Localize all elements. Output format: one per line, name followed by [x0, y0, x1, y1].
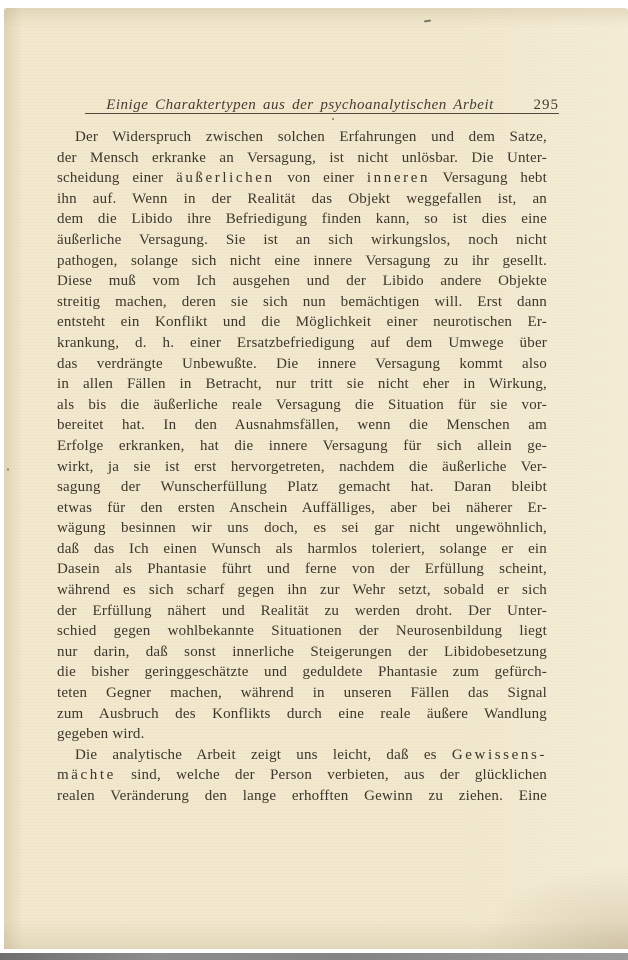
text-segment: bereitet hat. In den Ausnahmsfällen, wenn die Menschen am: [57, 417, 547, 434]
text-segment: Versagung hebt: [430, 170, 548, 187]
text-line: [57, 683, 547, 704]
text-line: [57, 209, 547, 230]
text-segment: krankung, d. h. einer Ersatzbefriedigung auf dem Umwege über: [57, 334, 547, 351]
text-line: [57, 724, 547, 745]
text-segment: Erfolge erkranken, hat die innere Versagung für sich allein ge-: [57, 437, 547, 454]
text-line: [57, 271, 547, 292]
text-line: [57, 415, 547, 436]
text-segment: in allen Fällen in Betracht, nur tritt sie nicht eher in Wirkung,: [57, 376, 547, 393]
text-segment: daß das Ich einen Wunsch als harmlos toleriert, solange er ein: [57, 540, 547, 557]
text-block: [57, 127, 547, 807]
text-line: [57, 765, 547, 786]
text-line: [57, 148, 547, 169]
emphasized-text: mächte: [57, 767, 116, 784]
emphasized-text: inneren: [366, 170, 431, 187]
text-segment: von einer: [274, 170, 367, 187]
text-line: [57, 251, 547, 272]
text-segment: nur darin, daß sonst innerliche Steigerungen der Libidobesetzung: [57, 643, 547, 660]
text-line: [57, 559, 547, 580]
emphasized-text: äußerlichen: [176, 170, 275, 187]
text-segment: sagung der Wunscherfüllung Platz gemacht hat. Daran bleibt: [57, 479, 547, 496]
running-head-title: Einige Charaktertypen aus der psychoanalytischen Arbeit: [106, 97, 494, 113]
text-segment: dem die Libido ihre Befriedigung finden kann, so ist dies eine: [57, 211, 547, 228]
text-line: [57, 621, 547, 642]
text-line: [57, 189, 547, 210]
text-segment: sind, welche der Person verbieten, aus der glücklichen: [115, 767, 547, 784]
text-line: [57, 230, 547, 251]
text-segment: wägung besinnen wir uns doch, es sei gar nicht ungewöhnlich,: [57, 520, 547, 537]
text-segment: streitig machen, deren sie sich nun bemächtigen will. Erst dann: [57, 293, 547, 310]
text-line: [57, 374, 547, 395]
text-segment: schied gegen wohlbekannte Situationen der Neurosenbildung liegt: [57, 623, 547, 640]
text-segment: ihn auf. Wenn in der Realität das Objekt weggefallen ist, an: [57, 190, 547, 207]
text-line: [57, 518, 547, 539]
text-segment: pathogen, solange sich nicht eine innere Versagung zu ihr gesellt.: [57, 252, 547, 269]
text-segment: scheidung einer: [57, 170, 177, 187]
scan-speck: [424, 20, 431, 23]
text-segment: entsteht ein Konflikt und die Möglichkeit einer neurotischen Er-: [57, 314, 547, 331]
text-segment: Diese muß vom Ich ausgehen und der Libido andere Objekte: [57, 273, 547, 290]
text-segment: der Mensch erkranke an Versagung, ist nicht unlösbar. Die Unter-: [57, 149, 547, 166]
text-segment: äußerliche Versagung. Sie ist an sich wirkungslos, noch nicht: [57, 231, 547, 248]
text-line: [57, 354, 547, 375]
text-segment: Der Widerspruch zwischen solchen Erfahrungen und dem Satze,: [75, 129, 547, 145]
text-line: [57, 168, 547, 189]
scan-speck: [7, 468, 9, 471]
text-line: [57, 395, 547, 416]
text-segment: etwas für den ersten Anschein Auffälliges, aber bei näherer Er-: [57, 499, 547, 516]
page-number: 295: [533, 97, 559, 113]
paper-sheet: [4, 8, 628, 949]
scan-speck: [332, 118, 334, 120]
text-segment: während es sich scharf gegen ihn zur Wehr setzt, sobald er sich: [57, 582, 547, 599]
text-segment: Die analytische Arbeit zeigt uns leicht, daß es: [75, 746, 452, 763]
text-segment: der Erfüllung nähert und Realität zu werden droht. Der Unter-: [57, 602, 547, 619]
text-line: [57, 292, 547, 313]
text-line: [57, 539, 547, 560]
text-segment: gegeben wird.: [57, 726, 145, 743]
text-line: [57, 662, 547, 683]
text-segment: als bis die äußerliche reale Versagung die Situation für sie vor-: [57, 396, 547, 413]
running-head: [85, 97, 559, 114]
text-segment: teten Gegner machen, während in unseren Fällen das Signal: [57, 685, 547, 702]
header-rule: [85, 113, 559, 114]
text-segment: Dasein als Phantasie führt und ferne von der Erfüllung scheint,: [57, 561, 547, 578]
scanner-edge-band: [0, 953, 628, 960]
text-line: [57, 642, 547, 663]
text-line: [57, 457, 547, 478]
text-line: [57, 477, 547, 498]
text-line: [57, 333, 547, 354]
text-line: [57, 436, 547, 457]
text-line: [57, 601, 547, 622]
text-line: [57, 580, 547, 601]
text-line: [57, 786, 547, 807]
text-segment: wirkt, ja sie ist erst hervorgetreten, nachdem die äußerliche Ver-: [57, 458, 547, 475]
text-line: [57, 704, 547, 725]
text-line: [57, 312, 547, 333]
text-line: [57, 745, 547, 766]
text-line: [57, 498, 547, 519]
emphasized-text: Gewissens-: [451, 746, 547, 763]
text-line: [57, 127, 547, 148]
text-segment: realen Veränderung den lange erhofften Gewinn zu ziehen. Eine: [57, 788, 547, 804]
text-segment: die bisher geringgeschätzte und geduldete Phantasie zum gefürch-: [57, 664, 547, 681]
text-segment: zum Ausbruch des Konflikts durch eine reale äußere Wandlung: [57, 705, 547, 722]
text-segment: das verdrängte Unbewußte. Die innere Versagung kommt also: [57, 355, 547, 372]
